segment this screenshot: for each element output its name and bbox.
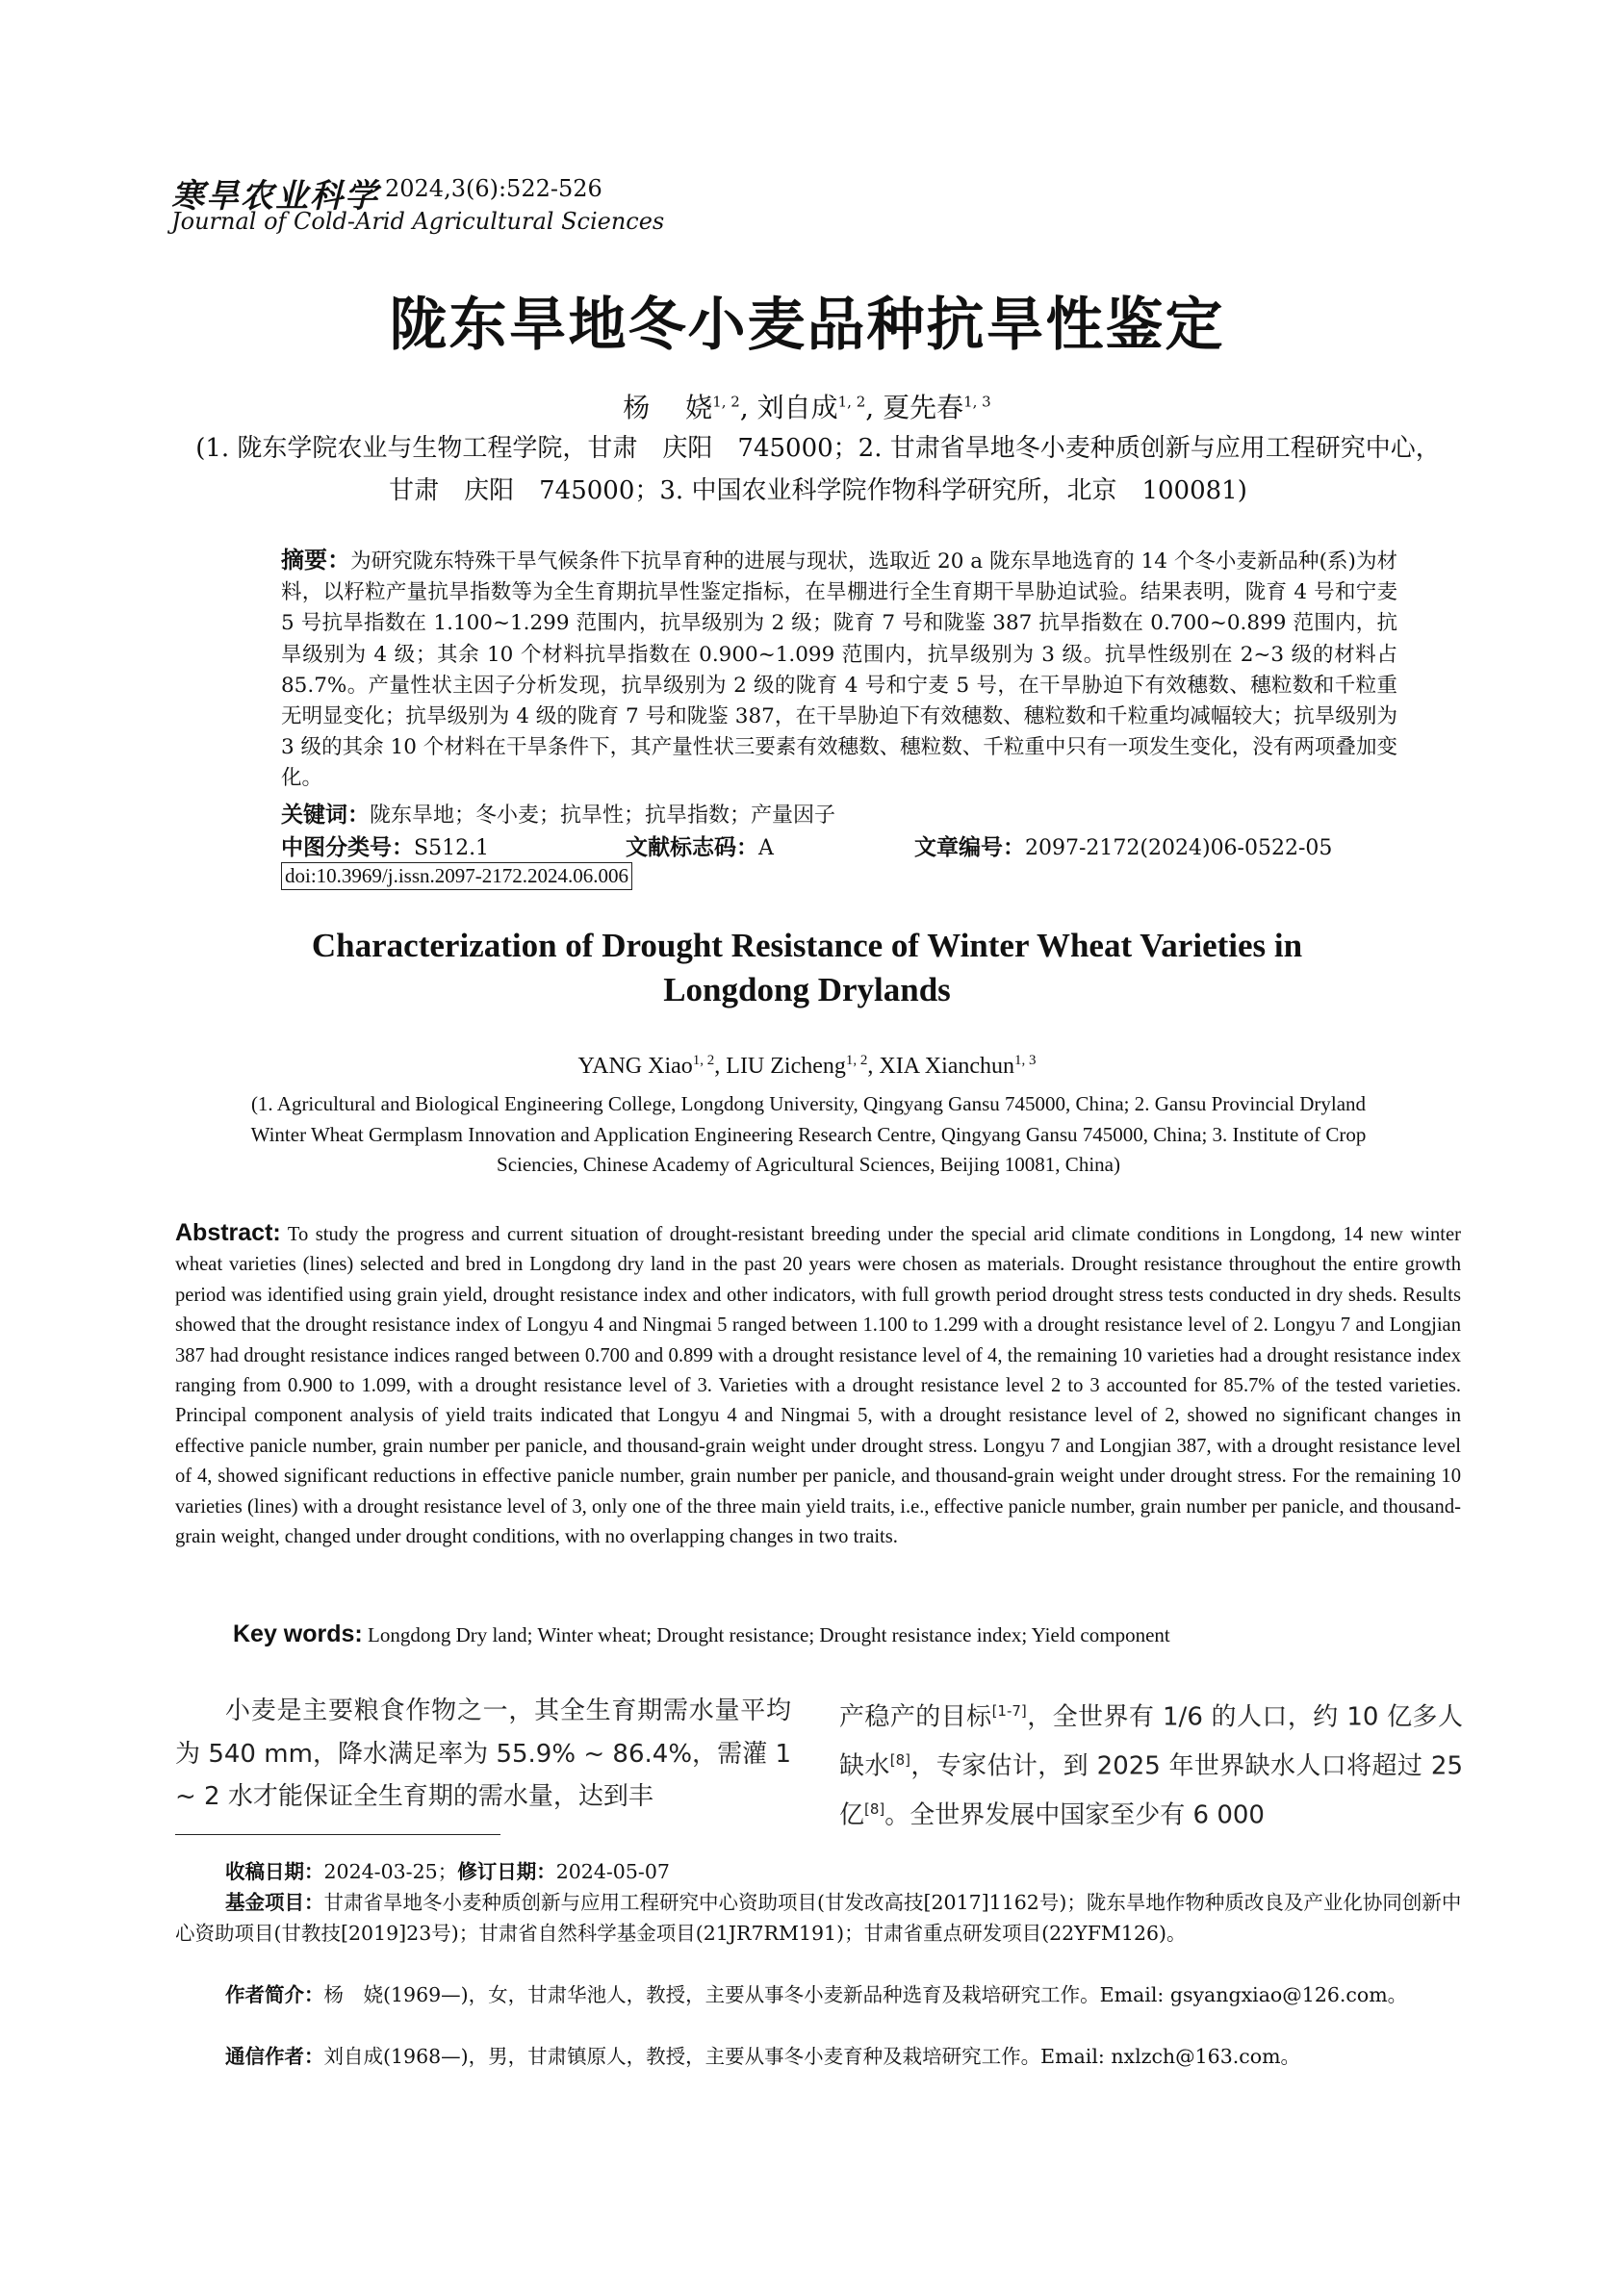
keywords-en <box>233 1620 1465 1648</box>
abstract-en-label: Abstract: <box>175 1219 281 1246</box>
citation-ref[interactable]: [8] <box>864 1800 885 1819</box>
doi-box[interactable]: doi:10.3969/j.issn.2097-2172.2024.06.006 <box>281 862 632 890</box>
footnote-divider <box>175 1834 500 1835</box>
keywords-cn-text: 陇东旱地；冬小麦；抗旱性；抗旱指数；产量因子 <box>370 804 836 828</box>
author-name: XIA Xianchun <box>879 1054 1015 1079</box>
authors-cn: 杨 娆$^{1, 2}$, 刘自成$^{1, 2}$, 夏先春$^{1, 3}$ <box>623 392 991 423</box>
keywords-cn-label: 关键词： <box>281 803 370 828</box>
revised-label: 修订日期： <box>457 1860 556 1883</box>
author-bio-label: 作者简介： <box>225 1983 324 2006</box>
abstract-cn-text: 为研究陇东特殊干旱气候条件下抗旱育种的进展与现状，选取近 20 a 陇东旱地选育的 14 个冬小麦新品种(系)为材料，以籽粒产量抗旱指数等为全生育期抗旱性鉴定指标，在旱棚进行全生育期干旱胁迫试验。结果表明，陇育 4 号和宁麦 5 号抗旱指数在 1.100~1.299 范围内，抗旱级别为 2 级；陇育 7 号和陇鉴 387 抗旱指数在 0.700~0.899 范围内，抗旱级别为 4 级；其余 10 个材料抗旱指数在 0.900~1.099 范围内，抗旱级别为 3 级。抗旱性级别在 2~3 级的材料占 85.7%。产量性状主因子分析发现，抗旱级别为 2 级的陇育 4 号和宁麦 5 号，在干旱胁迫下有效穗数、穗粒数和千粒重无明显变化；抗旱级别为 4 级的陇育 7 号和陇鉴 387，在干旱胁迫下有效穗数、穗粒数和千粒重均减幅较大；抗旱级别为 3 级的其余 10 个材料在干旱条件下，其产量性状三要素有效穗数、穗粒数、千粒重中只有一项发生变化，没有两项叠加变化。 <box>281 549 1397 791</box>
author-name: 刘自成 <box>756 392 838 423</box>
clc-number <box>281 829 489 861</box>
author-affil: 1, 2 <box>712 393 740 411</box>
author-affil: 1, 3 <box>1014 1053 1037 1068</box>
author-bio-text: 杨 娆(1969—)，女，甘肃华池人，教授，主要从事冬小麦新品种选育及栽培研究工作。Email: gsyangxiao@126.com。 <box>323 1983 1408 2006</box>
citation-ref[interactable]: [8] <box>889 1751 911 1770</box>
citation-ref[interactable]: [1-7] <box>991 1702 1027 1720</box>
abstract-en <box>175 1218 1461 1552</box>
journal-issue: 2024,3(6):522-526 <box>385 175 602 202</box>
author-affil: 1, 2 <box>845 1053 868 1068</box>
body-text: 产稳产的目标 <box>839 1702 992 1732</box>
abstract-cn-label: 摘要： <box>281 547 351 574</box>
author-affil: 1, 2 <box>837 393 866 411</box>
footnote-dates <box>225 1857 670 1888</box>
body-column-left: 小麦是主要粮食作物之一，其全生育期需水量平均为 540 mm，降水满足率为 55.9% ~ 86.4%，需灌 1 ~ 2 水才能保证全生育期的需水量，达到丰 <box>175 1696 791 1811</box>
article-number <box>914 829 1332 861</box>
journal-name-en: Journal of Cold-Arid Agricultural Sciences <box>171 208 665 235</box>
article-number-value: 2097-2172(2024)06-0522-05 <box>1025 836 1333 860</box>
abstract-cn <box>281 545 1397 795</box>
body-text: ，全世界有 1/6 的人口，约 10 亿多人缺水 <box>839 1702 1463 1781</box>
abstract-en-text: To study the progress and current situation of drought-resistant breeding under the special arid climate conditions in Longdong, 14 new winter wheat varieties (lines) selected and bred in Longdong dry land in the past 20 years were chosen as materials. Drought resistance throughout the entire growth period was identified using grain yield, drought resistance index and other indicators, with full growth period drought stress tests conducted in dry sheds. Results showed that the drought resistance index of Longyu 4 and Ningmai 5 ranged between 1.100 to 1.299 with a drought resistance level of 2. Longyu 7 and Longjian 387 had drought resistance indices ranged between 0.700 and 0.899 with a drought resistance level of 4, the remaining 10 varieties had a drought resistance index ranging from 0.900 to 1.099, with a drought resistance level of 3. Varieties with a drought resistance level 2 to 3 accounted for 85.7% of the tested varieties. Principal component analysis of yield traits indicated that Longyu 4 and Ningmai 5, with a drought resistance level of 2, showed no significant changes in effective panicle number, grain number per panicle, and thousand-grain weight under drought stress. Longyu 7 and Longjian 387, with a drought resistance level of 4, showed significant reductions in effective panicle number, grain number per panicle, and thousand-grain weight under drought stress. For the remaining 10 varieties (lines) with a drought resistance level of 3, only one of the three main yield traits, i.e., effective panicle number, grain number per panicle, and thousand-grain weight, changed under drought conditions, with no overlapping changes in two traits. <box>175 1224 1462 1548</box>
document-code <box>626 829 774 861</box>
author-name: 杨 娆 <box>623 392 713 423</box>
clc-value: S512.1 <box>414 836 490 860</box>
article-title-cn: 陇东旱地冬小麦品种抗旱性鉴定 <box>389 292 1225 359</box>
document-code-value: A <box>758 836 774 860</box>
keywords-en-label: Key words: <box>233 1620 363 1647</box>
corresponding-text: 刘自成(1968—)，男，甘肃镇原人，教授，主要从事冬小麦育种及栽培研究工作。Email: nxlzch@163.com。 <box>323 2045 1301 2068</box>
document-code-label: 文献标志码： <box>626 835 758 860</box>
affiliations-en: (1. Agricultural and Biological Engineering College, Longdong University, Qingyang Gansu 745000, China; 2. Gansu Provincial Dryland Winter Wheat Germplasm Innovation and Application Engineering Research Centre, Qingyang Gansu 745000, China; 3. Institute of Crop Sciencies, Chinese Academy of Agricultural Sciences, Beijing 10081, China) <box>250 1092 1367 1176</box>
affiliations-cn: (1. 陇东学院农业与生物工程学院，甘肃 庆阳 745000；2. 甘肃省旱地冬小麦种质创新与应用工程研究中心，甘肃 庆阳 745000；3. 中国农业科学院作物科学研究所，北京 100081) <box>195 434 1441 505</box>
received-date: 2024-03-25； <box>323 1860 458 1883</box>
body-text: ，专家估计，到 2025 年世界缺水人口将超过 25 亿 <box>839 1751 1463 1830</box>
author-affil: 1, 3 <box>963 393 991 411</box>
clc-label: 中图分类号： <box>281 835 414 860</box>
article-title-en <box>0 924 1614 1012</box>
revised-date: 2024-05-07 <box>555 1860 670 1883</box>
keywords-en-text: Longdong Dry land; Winter wheat; Drought resistance; Drought resistance index; Yield component <box>368 1623 1170 1646</box>
footnote-author <box>175 1980 1465 2011</box>
author-name: 夏先春 <box>883 392 964 423</box>
title-en-line: Characterization of Drought Resistance of Winter Wheat Varieties in <box>311 927 1303 964</box>
author-name: YANG Xiao <box>577 1054 693 1079</box>
journal-name-cn: 寒旱农业科学 <box>171 177 379 216</box>
authors-en: YANG Xiao$^{1, 2}$, LIU Zicheng$^{1, 2}$, XIA Xianchun$^{1, 3}$ <box>577 1053 1037 1079</box>
footnote-corresponding <box>225 2042 1300 2073</box>
title-en-line: Longdong Drylands <box>663 971 951 1008</box>
author-affil: 1, 2 <box>692 1053 715 1068</box>
body-column-right <box>839 1690 1463 1837</box>
corresponding-label: 通信作者： <box>225 2045 324 2068</box>
body-text: 。全世界发展中国家至少有 6 000 <box>884 1800 1265 1830</box>
received-label: 收稿日期： <box>225 1860 324 1883</box>
footnote-fund <box>175 1888 1465 1949</box>
author-name: LIU Zicheng <box>726 1054 846 1079</box>
keywords-cn <box>281 797 1397 829</box>
fund-text: 甘肃省旱地冬小麦种质创新与应用工程研究中心资助项目(甘发改高技[2017]1162号)；陇东旱地作物种质改良及产业化协同创新中心资助项目(甘教技[2019]23号)；甘肃省自然科学基金项目(21JR7RM191)；甘肃省重点研发项目(22YFM126)。 <box>175 1891 1462 1945</box>
fund-label: 基金项目： <box>225 1891 324 1914</box>
article-number-label: 文章编号： <box>914 835 1025 860</box>
